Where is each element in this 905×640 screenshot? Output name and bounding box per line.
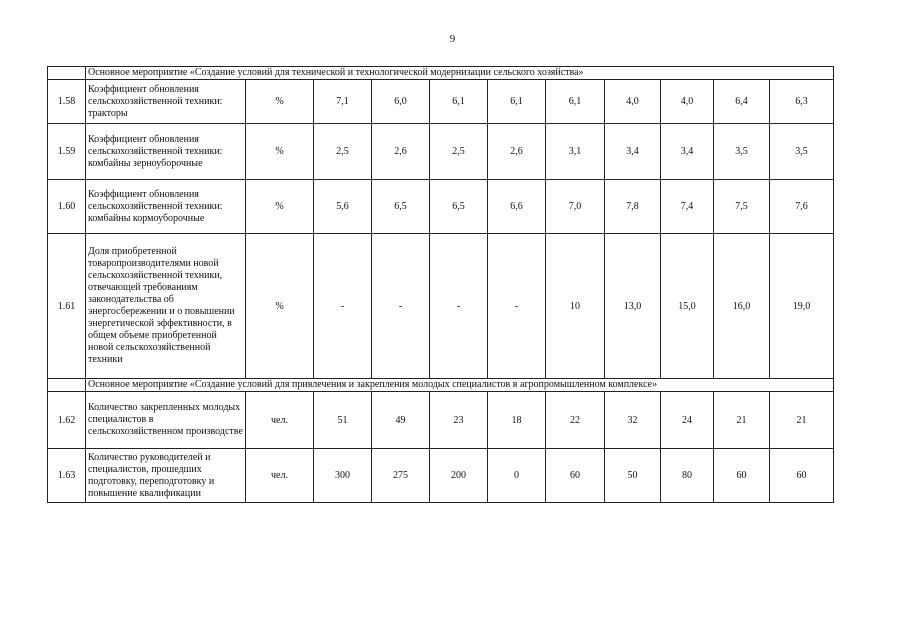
value-cell: 10 xyxy=(546,234,605,379)
value-cell: 7,6 xyxy=(770,180,834,234)
value-cell: 50 xyxy=(605,449,661,503)
indicator-name: Доля приобретенной товаропроизводителями новой сельскохозяйственной техники, отвечающей требованиям законодательства об энергосбережении и о повышении энергетической эффективности, в общем объеме приобретенной новой сельскохозяйственной техники xyxy=(86,234,246,379)
value-cell: 3,4 xyxy=(661,124,714,180)
value-cell: 2,5 xyxy=(430,124,488,180)
unit-cell: % xyxy=(246,124,314,180)
section-title: Основное мероприятие «Создание условий для технической и технологической модернизации сельского хозяйства» xyxy=(86,67,834,80)
value-cell: 300 xyxy=(314,449,372,503)
value-cell: 16,0 xyxy=(714,234,770,379)
unit-cell: % xyxy=(246,80,314,124)
value-cell: 3,5 xyxy=(770,124,834,180)
value-cell: 60 xyxy=(714,449,770,503)
value-cell: 21 xyxy=(714,392,770,449)
value-cell: - xyxy=(430,234,488,379)
value-cell: 2,5 xyxy=(314,124,372,180)
row-number: 1.63 xyxy=(48,449,86,503)
table-row xyxy=(48,180,834,234)
value-cell: 19,0 xyxy=(770,234,834,379)
section-row xyxy=(48,379,834,392)
row-number: 1.61 xyxy=(48,234,86,379)
value-cell: 49 xyxy=(372,392,430,449)
value-cell: 2,6 xyxy=(372,124,430,180)
value-cell: 7,4 xyxy=(661,180,714,234)
value-cell: 6,1 xyxy=(488,80,546,124)
value-cell: 60 xyxy=(770,449,834,503)
value-cell: 6,5 xyxy=(430,180,488,234)
value-cell: 6,6 xyxy=(488,180,546,234)
row-number: 1.58 xyxy=(48,80,86,124)
value-cell: 51 xyxy=(314,392,372,449)
unit-cell: чел. xyxy=(246,392,314,449)
section-title: Основное мероприятие «Создание условий для привлечения и закрепления молодых специалистов в агропромышленном комплексе» xyxy=(86,379,834,392)
value-cell: 6,4 xyxy=(714,80,770,124)
indicator-name: Количество руководителей и специалистов, прошедших подготовку, переподготовку и повышение квалификации xyxy=(86,449,246,503)
value-cell: 13,0 xyxy=(605,234,661,379)
value-cell: - xyxy=(488,234,546,379)
section-num-cell xyxy=(48,67,86,80)
indicator-name: Коэффициент обновления сельскохозяйственной техники: тракторы xyxy=(86,80,246,124)
indicator-name: Количество закрепленных молодых специалистов в сельскохозяйственном производстве xyxy=(86,392,246,449)
section-num-cell xyxy=(48,379,86,392)
indicator-name: Коэффициент обновления сельскохозяйственной техники: комбайны зерноуборочные xyxy=(86,124,246,180)
table-row xyxy=(48,392,834,449)
value-cell: 15,0 xyxy=(661,234,714,379)
value-cell: 4,0 xyxy=(605,80,661,124)
value-cell: 6,3 xyxy=(770,80,834,124)
value-cell: 0 xyxy=(488,449,546,503)
table-row xyxy=(48,124,834,180)
indicators-table xyxy=(47,66,834,503)
value-cell: - xyxy=(314,234,372,379)
page-number: 9 xyxy=(449,33,456,45)
value-cell: 3,5 xyxy=(714,124,770,180)
value-cell: 275 xyxy=(372,449,430,503)
value-cell: - xyxy=(372,234,430,379)
value-cell: 3,1 xyxy=(546,124,605,180)
row-number: 1.60 xyxy=(48,180,86,234)
value-cell: 4,0 xyxy=(661,80,714,124)
table-row xyxy=(48,80,834,124)
indicator-name: Коэффициент обновления сельскохозяйственной техники: комбайны кормоуборочные xyxy=(86,180,246,234)
value-cell: 23 xyxy=(430,392,488,449)
value-cell: 5,6 xyxy=(314,180,372,234)
unit-cell: % xyxy=(246,234,314,379)
table-row xyxy=(48,234,834,379)
section-row xyxy=(48,67,834,80)
table-row xyxy=(48,449,834,503)
row-number: 1.59 xyxy=(48,124,86,180)
value-cell: 7,8 xyxy=(605,180,661,234)
value-cell: 32 xyxy=(605,392,661,449)
value-cell: 6,0 xyxy=(372,80,430,124)
value-cell: 6,5 xyxy=(372,180,430,234)
value-cell: 18 xyxy=(488,392,546,449)
value-cell: 2,6 xyxy=(488,124,546,180)
value-cell: 200 xyxy=(430,449,488,503)
value-cell: 22 xyxy=(546,392,605,449)
unit-cell: чел. xyxy=(246,449,314,503)
unit-cell: % xyxy=(246,180,314,234)
value-cell: 7,1 xyxy=(314,80,372,124)
value-cell: 24 xyxy=(661,392,714,449)
value-cell: 6,1 xyxy=(546,80,605,124)
value-cell: 21 xyxy=(770,392,834,449)
value-cell: 3,4 xyxy=(605,124,661,180)
value-cell: 6,1 xyxy=(430,80,488,124)
value-cell: 60 xyxy=(546,449,605,503)
row-number: 1.62 xyxy=(48,392,86,449)
value-cell: 7,0 xyxy=(546,180,605,234)
value-cell: 80 xyxy=(661,449,714,503)
value-cell: 7,5 xyxy=(714,180,770,234)
